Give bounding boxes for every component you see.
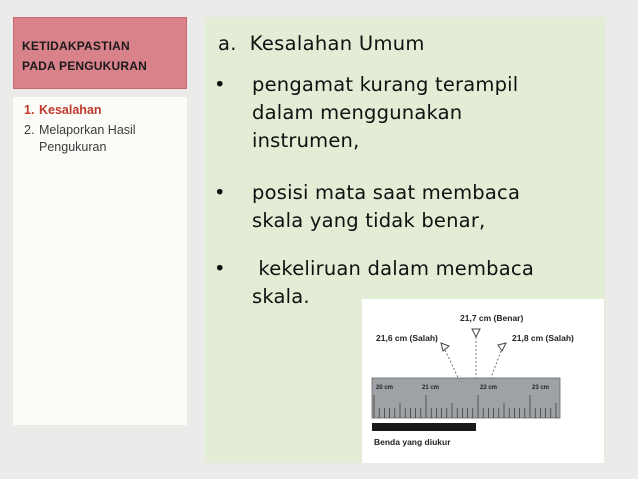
sidebar-item-number: 2. [24,123,35,137]
tick-label: 20 cm [376,385,394,391]
label-wrong-right: 21,8 cm (Salah) [512,333,574,343]
ruler-diagram [362,299,604,463]
bullet-line: dalam menggunakan [252,101,463,124]
sidebar-nav [13,97,187,425]
bullet-line: instrumen, [252,129,360,152]
bullet-marker: • [214,181,226,204]
bullet-line: kekeliruan dalam membaca [252,257,534,280]
bullet-line: posisi mata saat membaca [252,181,521,204]
eye-icon [498,343,506,351]
section-header [13,17,187,89]
bullet-line: skala. [252,285,310,308]
measured-object [372,423,476,431]
label-correct: 21,7 cm (Benar) [460,313,524,323]
sidebar-item-kesalahan[interactable] [24,102,187,119]
measurement-figure [362,299,604,463]
sidebar-item-label [39,122,136,156]
bullet-marker: • [214,257,226,280]
tick-label: 23 cm [532,385,550,391]
eye-icon [441,343,449,351]
sidebar-item-label: Kesalahan [39,103,102,117]
bullet-text [252,179,582,235]
bullet-line: pengamat kurang terampil [252,73,519,96]
eye-icon [472,329,480,337]
sidebar-item-melaporkan[interactable] [24,122,187,156]
sidebar-item-label-line-1: Melaporkan Hasil [39,123,136,137]
bullet-line: skala yang tidak benar, [252,209,486,232]
object-label: Benda yang diukur [374,437,451,447]
tick-label: 22 cm [480,385,498,391]
bullet-item [214,71,582,155]
bullet-text [252,71,582,155]
sidebar-item-number: 1. [24,103,35,117]
content-title: a. Kesalahan Umum [218,32,425,55]
bullet-marker: • [214,73,226,96]
sidebar-item-label-line-2: Pengukuran [39,140,107,154]
tick-label: 21 cm [422,385,440,391]
section-header-line-1: KETIDAKPASTIAN [22,39,130,53]
section-header-line-2: PADA PENGUKURAN [22,59,148,73]
bullet-item [214,179,582,235]
label-wrong-left: 21,6 cm (Salah) [376,333,438,343]
